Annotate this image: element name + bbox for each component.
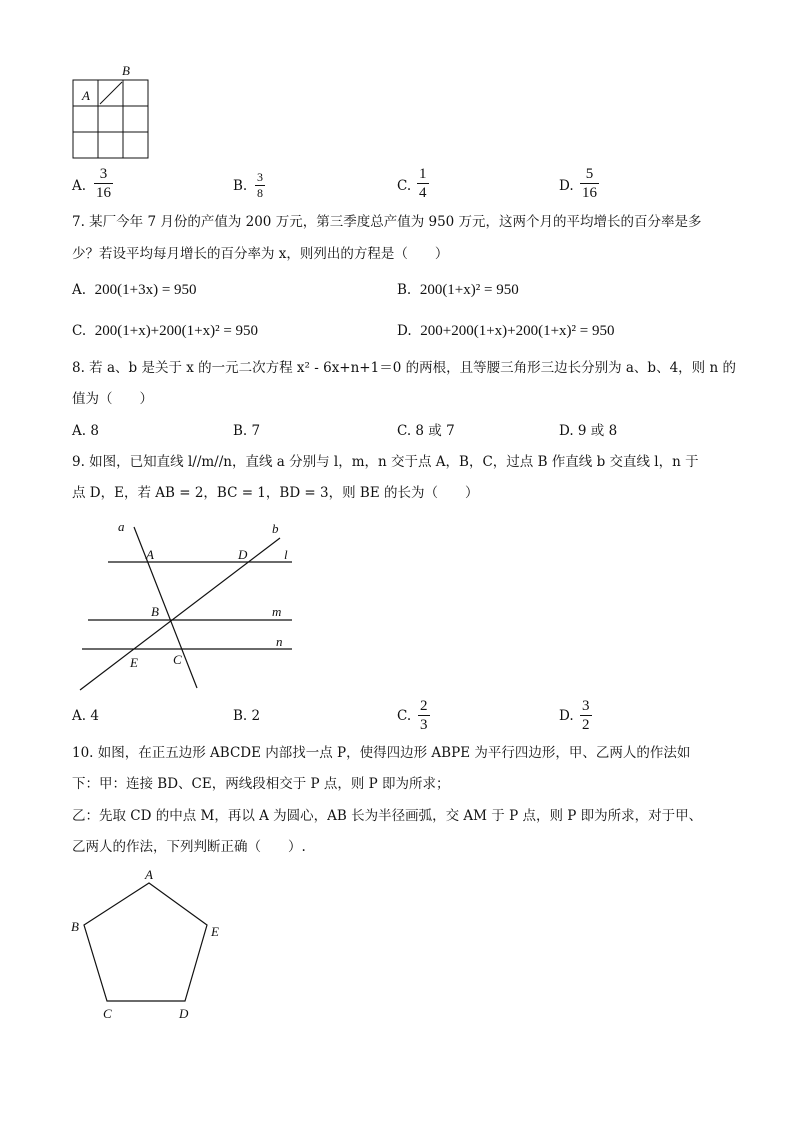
q7-stem-line2: 少？若设平均每月增长的百分率为 x，则列出的方程是（ ）	[72, 246, 449, 262]
q9-option-b[interactable]: B. 2	[233, 708, 261, 724]
label-point-e: E	[130, 655, 138, 670]
q8-option-c[interactable]: C. 8 或 7	[397, 423, 455, 439]
q6-option-b-fraction: 3 8	[257, 170, 263, 200]
grid-label-a: A	[82, 88, 90, 103]
pentagon-figure	[65, 866, 235, 1026]
q9-option-a[interactable]: A. 4	[72, 708, 99, 724]
q8-stem-line1: 8. 若 a、b 是关于 x 的一元二次方程 x² - 6x+n+1＝0 的两根，且等腰三角形三边长分别为 a、b、4，则 n 的	[72, 360, 736, 376]
q10-stem-line4: 乙两人的作法，下列判断正确（ ）.	[72, 839, 306, 855]
q9-option-c[interactable]: C.	[397, 708, 412, 724]
q10-stem-line2: 下：甲：连接 BD、CE，两线段相交于 P 点，则 P 即为所求；	[72, 776, 450, 792]
q6-option-d-fraction: 5 16	[582, 166, 597, 201]
label-a: a	[118, 519, 125, 534]
label-point-b: B	[151, 604, 159, 619]
line-a	[134, 527, 197, 688]
q7-option-a[interactable]: A. 200(1+3x) = 950	[72, 282, 197, 298]
q6-option-d[interactable]: D.	[559, 178, 574, 194]
label-b: b	[272, 521, 279, 536]
q7-option-d[interactable]: D. 200+200(1+x)+200(1+x)² = 950	[397, 323, 615, 339]
label-point-a: A	[146, 547, 154, 562]
pentagon-label-c: C	[103, 1006, 112, 1021]
q6-option-a-fraction: 3 16	[96, 166, 111, 201]
pentagon-label-a: A	[145, 867, 153, 882]
q9-option-d-fraction: 3 2	[582, 698, 590, 733]
q9-option-c-fraction: 2 3	[420, 698, 428, 733]
q6-option-c-fraction: 1 4	[419, 166, 427, 201]
q8-option-d[interactable]: D. 9 或 8	[559, 423, 618, 439]
pentagon-label-e: E	[211, 924, 219, 939]
q8-option-b[interactable]: B. 7	[233, 423, 261, 439]
q8-option-a[interactable]: A. 8	[72, 423, 99, 439]
grid-label-b: B	[122, 63, 130, 78]
label-n: n	[276, 634, 283, 649]
q6-option-b[interactable]: B.	[233, 178, 248, 194]
label-point-d: D	[238, 547, 248, 562]
pentagon-label-b: B	[71, 919, 79, 934]
q6-option-c[interactable]: C.	[397, 178, 412, 194]
q9-option-d[interactable]: D.	[559, 708, 574, 724]
pentagon	[84, 883, 207, 1001]
q10-stem-line3: 乙：先取 CD 的中点 M，再以 A 为圆心，AB 长为半径画弧，交 AM 于 P 点，则 P 即为所求，对于甲、	[72, 808, 703, 824]
q8-stem-line2: 值为（ ）	[72, 391, 153, 407]
q7-stem-line1: 7. 某厂今年 7 月份的产值为 200 万元，第三季度总产值为 950 万元，这两个月的平均增长的百分率是多	[72, 214, 702, 230]
q6-option-a[interactable]: A.	[72, 178, 87, 194]
line-b	[80, 538, 280, 690]
grid-figure	[66, 60, 156, 165]
label-m: m	[272, 604, 282, 619]
pentagon-label-d: D	[179, 1006, 189, 1021]
q7-option-b[interactable]: B. 200(1+x)² = 950	[397, 282, 519, 298]
label-point-c: C	[173, 652, 182, 667]
q9-stem-line1: 9. 如图，已知直线 l//m//n，直线 a 分别与 l，m，n 交于点 A，B，C，过点 B 作直线 b 交直线 l，n 于	[72, 454, 699, 470]
q9-figure	[70, 515, 310, 695]
q10-stem-line1: 10. 如图，在正五边形 ABCDE 内部找一点 P，使得四边形 ABPE 为平行四边形，甲、乙两人的作法如	[72, 745, 691, 761]
q7-option-c[interactable]: C. 200(1+x)+200(1+x)² = 950	[72, 323, 259, 339]
label-l: l	[284, 547, 288, 562]
q9-stem-line2: 点 D，E，若 AB = 2，BC = 1，BD = 3，则 BE 的长为（ ）	[72, 485, 479, 501]
